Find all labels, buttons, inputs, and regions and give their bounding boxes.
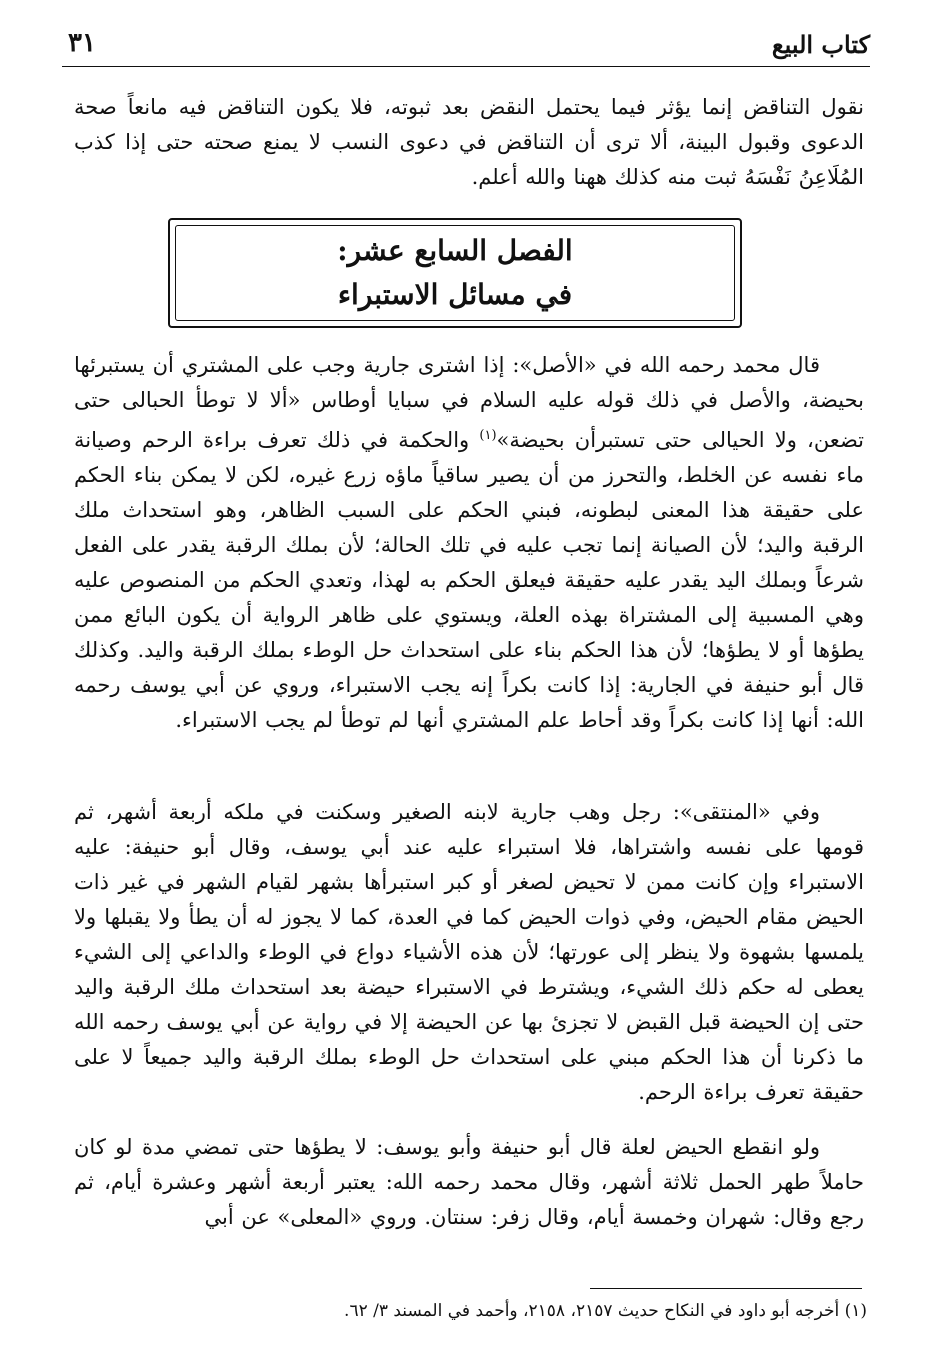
- paragraph-2-text: وفي «المنتقى»: رجل وهب جارية لابنه الصغير وسكنت في ملكه أربعة أشهر، ثم قومها على نفسه واشتراها، فلا استبراء عليه عند أبي يوسف، وقال أبو حنيفة: عليه الاستبراء وإن كانت ممن لا تحيض لصغر أو كبر استبرأها بشهر لقيام الشهر في غير ذات الحيض مقام الحيض، وفي ذوات الحيض كما في العدة، كما لا يجوز له أن يطأ ولا يقبلها ولا يلمسها بشهوة ولا ينظر إلى عورتها؛ لأن هذه الأشياء دواع في الوطء والداعي إلى الشيء يعطى له حكم ذلك الشيء، ويشترط في الاستبراء حيضة بعد استحداث ملك الرقبة واليد حتى إن الحيضة قبل القبض لا تجزئ بها عن الحيضة إلا في رواية عن أبي يوسف رحمه الله ما ذكرنا أن هذا الحكم مبني على استحداث حل الوطء بملك الرقبة واليد جميعاً لا على حقيقة تعرف براءة الرحم.: [74, 800, 864, 1104]
- paragraph-3-text: ولو انقطع الحيض لعلة قال أبو حنيفة وأبو يوسف: لا يطؤها حتى تمضي مدة لو كان حاملاً طهر الحمل ثلاثة أشهر، وقال محمد رحمه الله: يعتبر أربعة أشهر وعشرة أيام، ثم رجع وقال: شهران وخمسة أيام، وقال زفر: سنتان. وروي «المعلى» عن أبي: [74, 1135, 864, 1229]
- footnote-reference[interactable]: (١): [479, 428, 497, 443]
- chapter-heading-frame: [168, 218, 742, 328]
- intro-paragraph: [74, 90, 864, 195]
- paragraph-1-part-a: قال محمد رحمه الله في «الأصل»: إذا اشترى جارية وجب على المشتري أن يستبرئها بحيضة، والأصل في ذلك قوله عليه السلام في سبايا أوطاس «ألا لا توطأ الحبالى حتى تضعن، ولا الحيالى حتى تستبرأن بحيضة»: [74, 353, 864, 452]
- running-header: [62, 26, 870, 66]
- footnote-rule: [590, 1288, 862, 1289]
- paragraph-2: [74, 795, 864, 1110]
- intro-text: نقول التناقض إنما يؤثر فيما يحتمل النقض بعد ثبوته، فلا يكون التناقض فيه مانعاً صحة الدعوى وقبول البينة، ألا ترى أن التناقض في دعوى النسب لا يمنع صحته حتى إذا كذب المُلَاعِنُ نَفْسَهُ ثبت منه كذلك ههنا والله أعلم.: [74, 95, 864, 189]
- footnote: (١) أخرجه أبو داود في النكاح حديث ٢١٥٧، ٢١٥٨، وأحمد في المسند ٣/ ٦٢.: [344, 1301, 867, 1321]
- paragraph-1-text: [74, 348, 864, 738]
- header-title: كتاب البيع: [771, 30, 870, 59]
- chapter-title: الفصل السابع عشر:: [337, 234, 573, 267]
- page-number: ٣١: [68, 28, 96, 58]
- paragraph-3: [74, 1130, 864, 1235]
- paragraph-1-part-b: والحكمة في ذلك تعرف براءة الرحم وصيانة ماء نفسه عن الخلط، والتحرز من أن يصير ساقياً ماؤه زرع غيره، لكن لا يمكن بناء الحكم على حقيقة هذا المعنى لبطونه، فبني الحكم على السبب الظاهر، وهو استحداث ملك الرقبة واليد؛ لأن الصيانة إنما تجب عليه في تلك الحالة؛ لأن بملك الرقبة يقدر على الفعل شرعاً وبملك اليد يقدر عليه حقيقة فيعلق الحكم به لهذا، وتعدي الحكم من المنصوص عليه وهي المسبية إلى المشتراة بهذه العلة، ويستوي على ظاهر الرواية أن يكون البائع ممن يطؤها أو لا يطؤها؛ لأن هذا الحكم بناء على استحداث حل الوطء بملك الرقبة واليد. وكذلك قال أبو حنيفة في الجارية: إذا كانت بكراً إنه يجب الاستبراء، وروي عن أبي يوسف رحمه الله: أنها إذا كانت بكراً وقد أحاط علم المشتري أنها لم توطأ لم يجب الاستبراء.: [74, 428, 864, 732]
- paragraph-1: [74, 348, 864, 738]
- header-rule: [62, 66, 870, 67]
- chapter-subtitle: في مسائل الاستبراء: [337, 278, 573, 311]
